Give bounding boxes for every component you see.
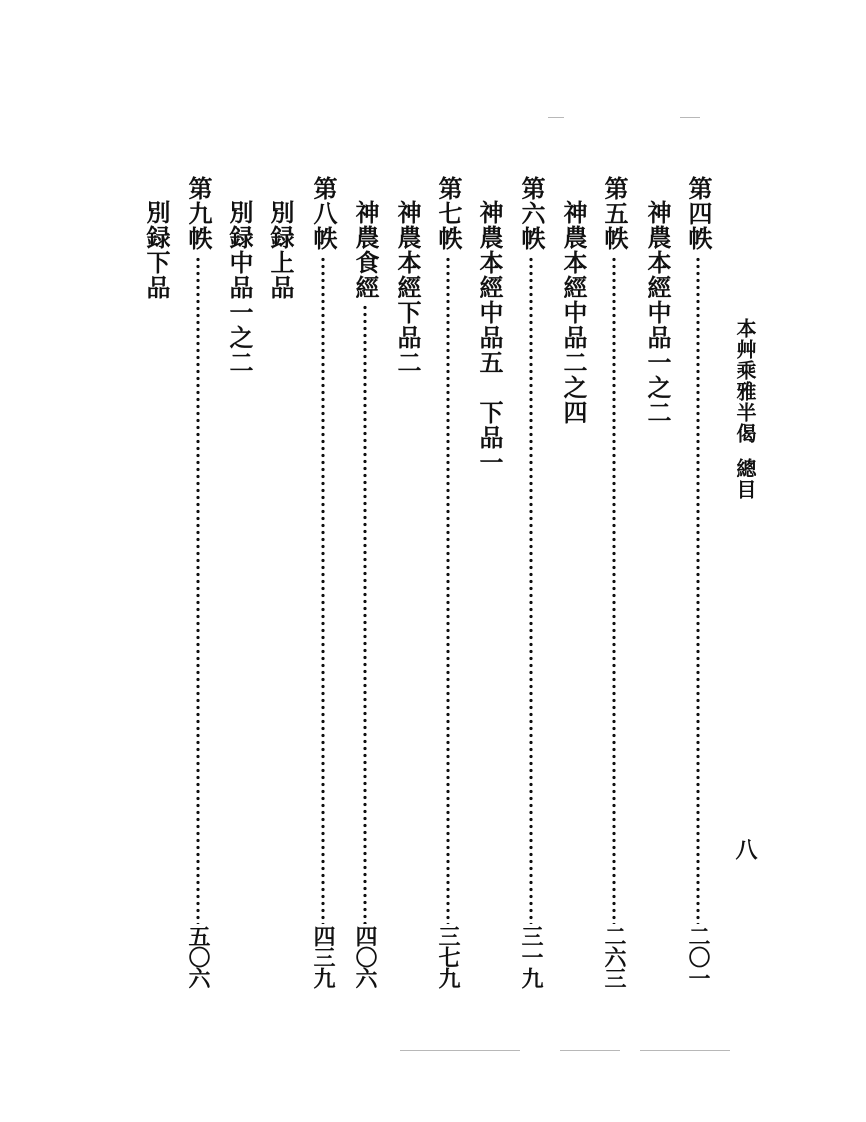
scan-artifact	[680, 117, 700, 118]
toc-entry-page: 二六三	[601, 925, 627, 988]
toc-entry-page: 五〇六	[185, 925, 211, 988]
scan-artifact	[400, 1050, 520, 1051]
toc-entry	[436, 176, 462, 988]
toc-entry	[311, 176, 337, 988]
book-title: 本艸乘雅半偈	[733, 318, 757, 444]
toc-subentry: 神農本經下品二	[393, 200, 422, 375]
scan-artifact	[640, 1050, 730, 1051]
dot-leader	[612, 256, 616, 924]
toc-entry	[353, 200, 379, 988]
dot-leader	[196, 256, 200, 924]
toc-entry-page: 三七九	[435, 925, 461, 988]
toc-entry	[519, 176, 545, 988]
dot-leader	[696, 256, 700, 924]
toc-entry-label: 第五帙	[600, 176, 629, 251]
toc-entry-label: 第八帙	[309, 176, 338, 251]
scan-artifact	[548, 117, 564, 118]
toc-entry-label: 第四帙	[684, 176, 713, 251]
toc-entry-label: 神農食經	[351, 200, 380, 300]
toc-entry-page: 四〇六	[352, 925, 378, 988]
toc-subentry: 神農本經中品二之四	[559, 200, 588, 425]
folio-number: 八	[732, 838, 758, 861]
toc-subentry: 神農本經中品一之二	[643, 200, 672, 425]
toc-entry	[686, 176, 712, 988]
toc-entry	[602, 176, 628, 988]
toc-subentry: 別録下品	[142, 200, 171, 300]
toc-subentry: 別録上品	[266, 200, 295, 300]
toc-entry-page: 四三九	[310, 925, 336, 988]
scan-artifact	[560, 1050, 620, 1051]
toc-entry-page: 二〇一	[685, 925, 711, 988]
toc-entry-label: 第六帙	[517, 176, 546, 251]
toc-entry-page: 三一九	[518, 925, 544, 988]
section-title: 總目	[733, 458, 757, 500]
dot-leader	[446, 256, 450, 924]
toc-entry	[186, 176, 212, 988]
toc-entry-label: 第九帙	[184, 176, 213, 251]
toc-subentry: 神農本經中品五 下品一	[475, 200, 504, 475]
toc-subentry: 別録中品一之二	[225, 200, 254, 375]
toc-entry-label: 第七帙	[434, 176, 463, 251]
dot-leader	[321, 256, 325, 924]
dot-leader	[529, 256, 533, 924]
dot-leader	[363, 304, 367, 924]
